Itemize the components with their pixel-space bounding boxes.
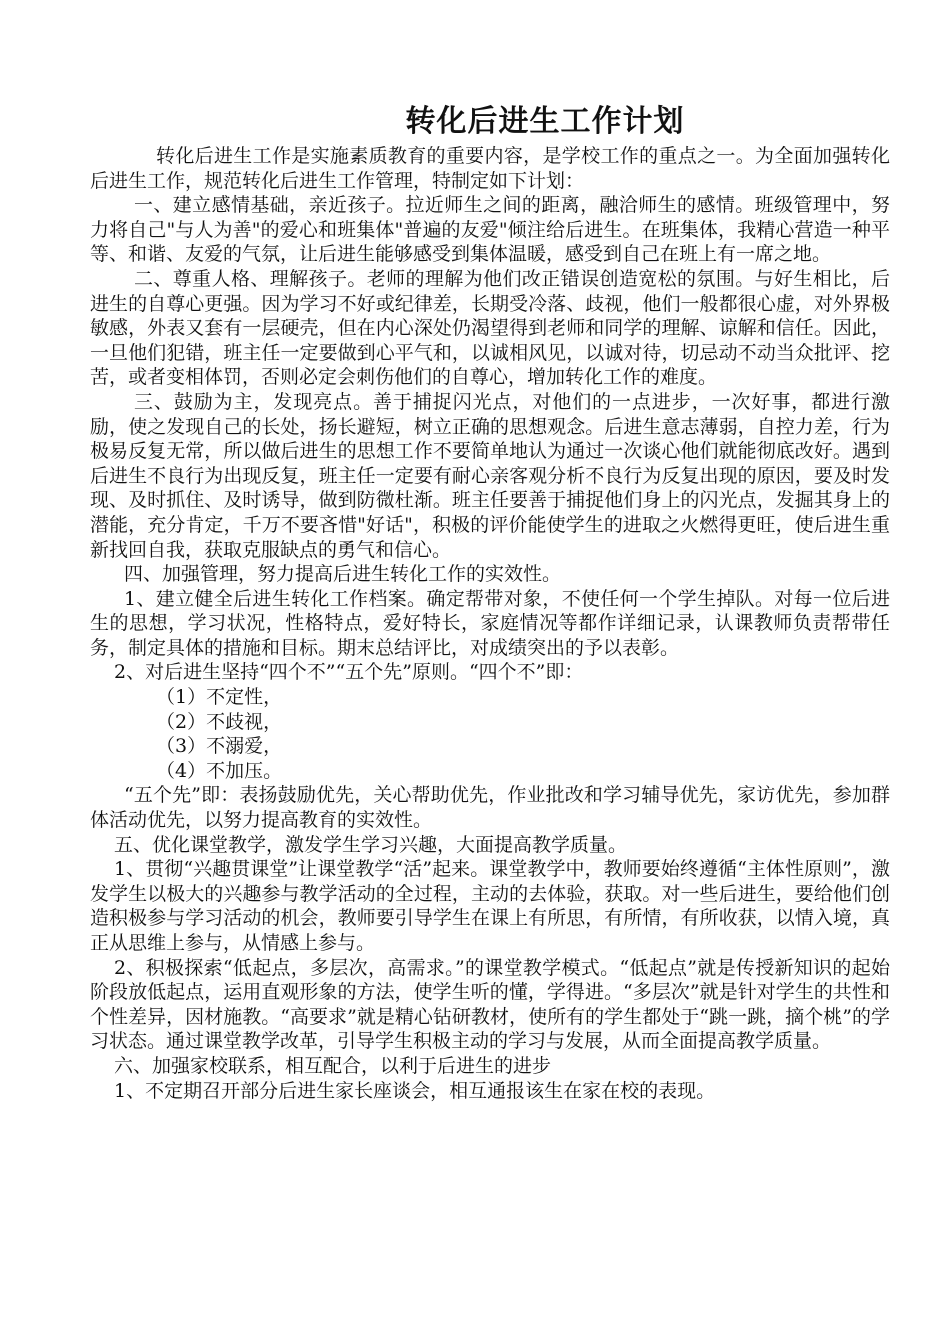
- section-4-item-1: 1、建立健全后进生转化工作档案。确定帮带对象，不使任何一个学生掉队。对每一位后进生的思想，学习状况，性格特点，爱好特长，家庭情况等都作详细记录，认课教师负责帮带任务，制定具体的措施和目标。期末总结评比，对成绩突出的予以表彰。: [90, 587, 890, 659]
- intro-paragraph: 转化后进生工作是实施素质教育的重要内容，是学校工作的重点之一。为全面加强转化后进生工作，规范转化后进生工作管理，特制定如下计划：: [90, 145, 890, 192]
- principle-item-2: （2）不歧视，: [156, 710, 283, 733]
- section-5-item-2: 2、积极探索“低起点，多层次，高需求。”的课堂教学模式。“低起点”就是传授新知识的起始阶段放低起点，运用直观形象的方法，使学生听的懂，学得进。“多层次”就是针对学生的共性和个性差异，因材施教。“高要求”就是精心钻研教材，使所有的学生都处于“跳一跳，摘个桃”的学习状态。通过课堂教学改革，引导学生积极主动的学习与发展，从而全面提高教学质量。: [90, 956, 890, 1053]
- section-3-paragraph: 三、鼓励为主，发现亮点。善于捕捉闪光点，对他们的一点进步，一次好事，都进行激励，使之发现自己的长处，扬长避短，树立正确的思想观念。后进生意志薄弱，自控力差，行为极易反复无常，所以做后进生的思想工作不要简单地认为通过一次谈心他们就能彻底改好。遇到后进生不良行为出现反复，班主任一定要有耐心亲客观分析不良行为反复出现的原因，要及时发现、及时抓住、及时诱导，做到防微杜渐。班主任要善于捕捉他们身上的闪光点，发掘其身上的潜能，充分肯定，千万不要吝惜"好话"，积极的评价能使学生的进取之火燃得更旺，使后进生重新找回自我，获取克服缺点的勇气和信心。: [90, 390, 890, 561]
- section-6-item-1: 1、不定期召开部分后进生家长座谈会，相互通报该生在家在校的表现。: [114, 1079, 716, 1102]
- principle-item-1: （1）不定性，: [156, 686, 283, 709]
- section-4-heading: 四、加强管理，努力提高后进生转化工作的实效性。: [124, 563, 562, 586]
- document-body: [90, 144, 890, 1103]
- section-5-item-1: 1、贯彻“兴趣贯课堂”让课堂教学“活”起来。课堂教学中，教师要始终遵循“主体性原则”，激发学生以极大的兴趣参与教学活动的全过程，主动的去体验，获取。对一些后进生，要给他们创造积极参与学习活动的机会，教师要引导学生在课上有所思，有所情，有所收获，以情入境，真正从思维上参与，从情感上参与。: [90, 858, 890, 954]
- section-6-heading: 六、加强家校联系，相互配合，以利于后进生的进步: [114, 1054, 552, 1077]
- document-title: 转化后进生工作计划: [405, 104, 685, 139]
- principle-item-4: （4）不加压。: [156, 759, 283, 782]
- five-first-paragraph: “五个先”即：表扬鼓励优先，关心帮助优先，作业批改和学习辅导优先，家访优先，参加群体活动优先，以努力提高教育的实效性。: [90, 784, 890, 832]
- section-1-paragraph: 一、建立感情基础，亲近孩子。拉近师生之间的距离，融洽师生的感情。班级管理中，努力将自己"与人为善"的爱心和班集体"普遍的友爱"倾注给后进生。在班集体，我精心营造一种平等、和谐、友爱的气氛，让后进生能够感受到集体温暖，感受到自己在班上有一席之地。: [90, 194, 890, 266]
- section-5-heading: 五、优化课堂教学，激发学生学习兴趣，大面提高教学质量。: [114, 833, 628, 856]
- principle-item-3: （3）不溺爱，: [156, 735, 283, 758]
- document-page: [90, 100, 890, 1103]
- section-4-item-2: 2、对后进生坚持“四个不”“五个先”原则。“四个不”即：: [114, 661, 584, 684]
- section-2-paragraph: 二、尊重人格、理解孩子。老师的理解为他们改正错误创造宽松的氛围。与好生相比，后进生的自尊心更强。因为学习不好或纪律差，长期受冷落、歧视，他们一般都很心虚，对外界极敏感，外表又套有一层硬壳，但在内心深处仍渴望得到老师和同学的理解、谅解和信任。因此，一旦他们犯错，班主任一定要做到心平气和，以诚相风见，以诚对待，切忌动不动当众批评、挖苦，或者变相体罚，否则必定会刺伤他们的自尊心，增加转化工作的难度。: [90, 267, 890, 389]
